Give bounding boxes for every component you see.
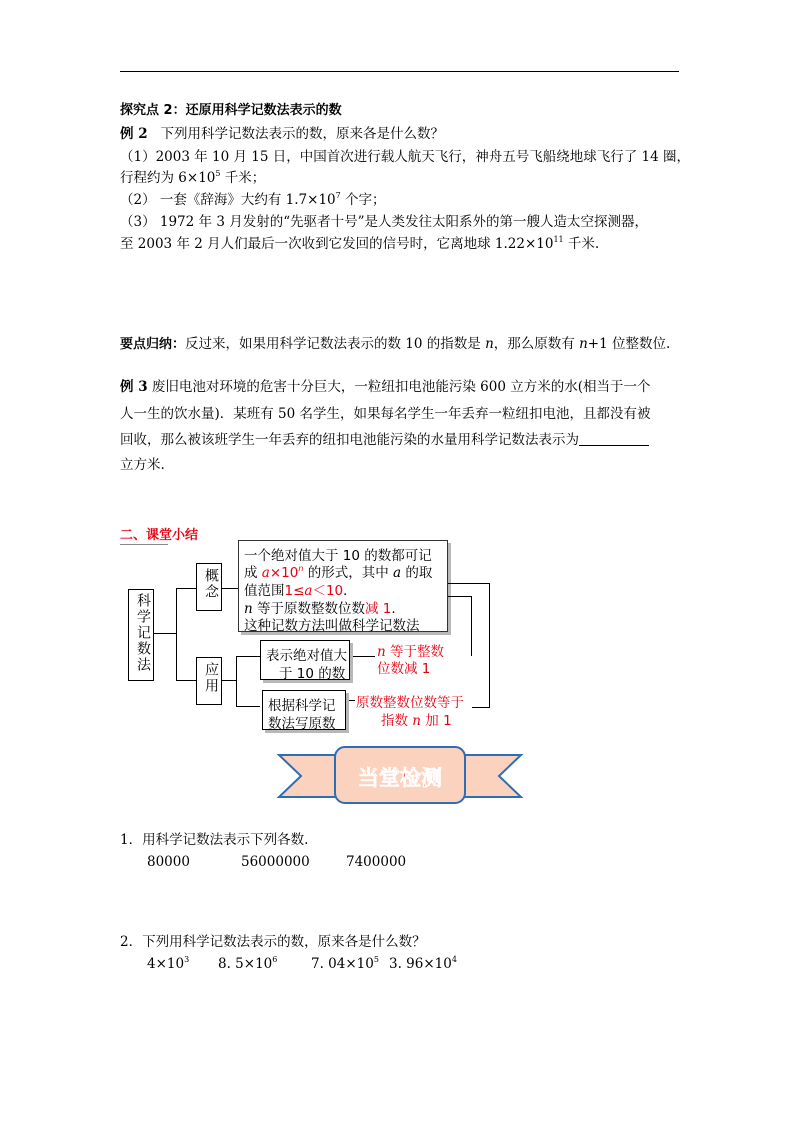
connector [349,700,355,701]
summary-title: 二、课堂小结 [120,528,199,543]
example-3-text: 回收，那么被该班学生一年丢弃的纽扣电池能污染的水量用科学记数法表示为 [120,432,579,448]
question-2-item [311,956,379,972]
range: ＜10 [312,583,344,599]
example-3-line-2: 人一生的饮水量)．某班有 50 名学生，如果每名学生一年丢弃一粒纽扣电池，且都没有被 [120,406,651,422]
connector [489,583,490,707]
key-point-label: 要点归纳： [120,337,186,352]
application-item-1-line-1: 表示绝对值大 [266,648,347,664]
item-3-line-2 [120,232,599,252]
application-result-1-line-2: 位数减 1 [377,661,431,677]
root-label: 科学记数法 [135,593,151,673]
exponent: 6 [272,955,278,964]
question-2-item [389,956,457,972]
item-2-text: （2） 一套《辞海》大约有 1.7×10 [120,192,336,208]
definition-line-1: 一个绝对值大于 10 的数都可记 [244,548,432,564]
connector [236,706,260,707]
variable-n: n [244,601,253,617]
question-1-item: 56000000 [241,854,310,870]
connector [353,656,375,657]
top-rule [120,71,679,72]
application-result-2-line-1: 原数整数位数等于 [356,695,464,711]
exponent: 5 [373,955,379,964]
application-item-1-line-2: 于 10 的数 [279,666,346,682]
application-box [196,657,222,705]
connector [236,656,260,657]
banner-left-tail [279,755,337,797]
example-3-text: 废旧电池对环境的危害十分巨大，一粒纽扣电池能污染 600 立方米的水(相当于一个 [147,379,651,395]
connector [472,707,490,708]
key-point-text: +1 位整数位. [587,336,671,352]
item-2-unit: 个字； [340,192,386,208]
example-2-line [120,122,444,142]
application-item-2 [262,690,346,730]
definition-text: 的形式，其中 [303,565,394,581]
key-point-text: ，那么原数有 [493,336,580,352]
exponent: 5 [215,169,221,178]
summary-underline [120,544,168,545]
definition-line-3 [244,579,357,599]
result-text: 加 1 [421,713,452,729]
key-point [120,332,670,352]
definition-text: ． [343,583,357,599]
example-3-line-1 [120,375,651,395]
connector [176,588,177,680]
root-box [128,589,154,681]
number-base: 8. 5×10 [218,956,273,972]
banner-title: 当堂检测 [358,766,442,790]
definition-text: 成 [244,565,262,581]
connector [176,588,196,589]
definition-text: 的取 [401,565,433,581]
question-1-item: 80000 [147,854,190,870]
question-2-item [218,956,277,972]
formula-exponent: n [298,564,304,573]
item-3-line-1: （3） 1972 年 3 月发射的“先驱者十号”是人类发往太阳系外的第一艘人造太空探测器， [120,214,649,230]
concept-label: 概念 [203,568,219,600]
connector [448,583,489,584]
definition-text: . [391,601,396,617]
key-point-text: 反过来，如果用科学记数法表示的数 10 的指数是 [185,336,486,352]
question-1-item: 7400000 [346,854,407,870]
concept-box [196,563,222,611]
connector [222,680,236,681]
question-1: 1．用科学记数法表示下列各数. [120,832,309,848]
connector [236,656,237,706]
exponent: 4 [451,955,457,964]
definition-highlight: 减 1 [365,601,392,617]
variable-a: a [393,565,402,581]
formula: a [261,565,270,581]
result-text: 指数 [381,713,413,729]
definition-box [238,540,448,632]
example-2-text: 下列用科学记数法表示的数，原来各是什么数？ [160,126,444,142]
definition-text: 值范围 [244,583,285,599]
item-1-text: 行程约为 6×10 [120,170,216,186]
variable-n: n [377,644,386,660]
variable-n: n [485,336,494,352]
definition-text: 等于原数整数位数 [252,601,365,617]
application-label: 应用 [203,662,219,694]
connector [448,596,471,597]
item-1-line-1: （1）2003 年 10 月 15 日，中国首次进行载人航天飞行，神舟五号飞船绕地球飞行了 14 圈， [120,149,691,165]
number-base: 4×10 [147,956,185,972]
formula: ×10 [269,565,299,581]
connector [471,596,472,656]
item-3-unit: 千米. [563,236,600,252]
exponent: 11 [553,235,564,244]
banner [275,743,525,809]
exponent: 3 [184,955,190,964]
item-3-text: 至 2003 年 2 月人们最后一次收到它发回的信号时，它离地球 1.22×10 [120,236,554,252]
application-result-2-line-2 [381,709,452,729]
range: 1≤ [284,583,305,599]
definition-line-5: 这种记数方法叫做科学记数法 [244,618,420,634]
question-2-item [147,956,189,972]
variable-n: n [412,713,421,729]
range: a [304,583,313,599]
number-base: 7. 04×10 [311,956,374,972]
item-1-line-2 [120,166,265,186]
connector [222,588,238,589]
item-2-line [120,188,386,208]
example-3-line-4: 立方米. [120,457,165,473]
exponent: 7 [335,191,341,200]
question-2: 2．下列用科学记数法表示的数，原来各是什么数？ [120,934,426,950]
connector [154,633,176,634]
application-item-2-line-2: 数法写原数 [268,716,336,732]
variable-n: n [579,336,588,352]
number-base: 3. 96×10 [389,956,452,972]
connector [176,680,196,681]
example-3-line-3 [120,428,649,448]
example-3-label: 例 3 [120,379,148,395]
item-1-unit: 千米； [220,170,266,186]
example-2-label: 例 2 [120,126,148,142]
application-item-2-line-1: 根据科学记 [268,698,336,714]
application-item-1 [260,640,350,680]
result-text: 等于整数 [385,644,444,660]
banner-right-tail [463,755,521,797]
definition-line-2 [244,561,432,581]
answer-blank[interactable] [579,433,649,446]
section-heading: 探究点 2：还原用科学记数法表示的数 [120,103,342,118]
